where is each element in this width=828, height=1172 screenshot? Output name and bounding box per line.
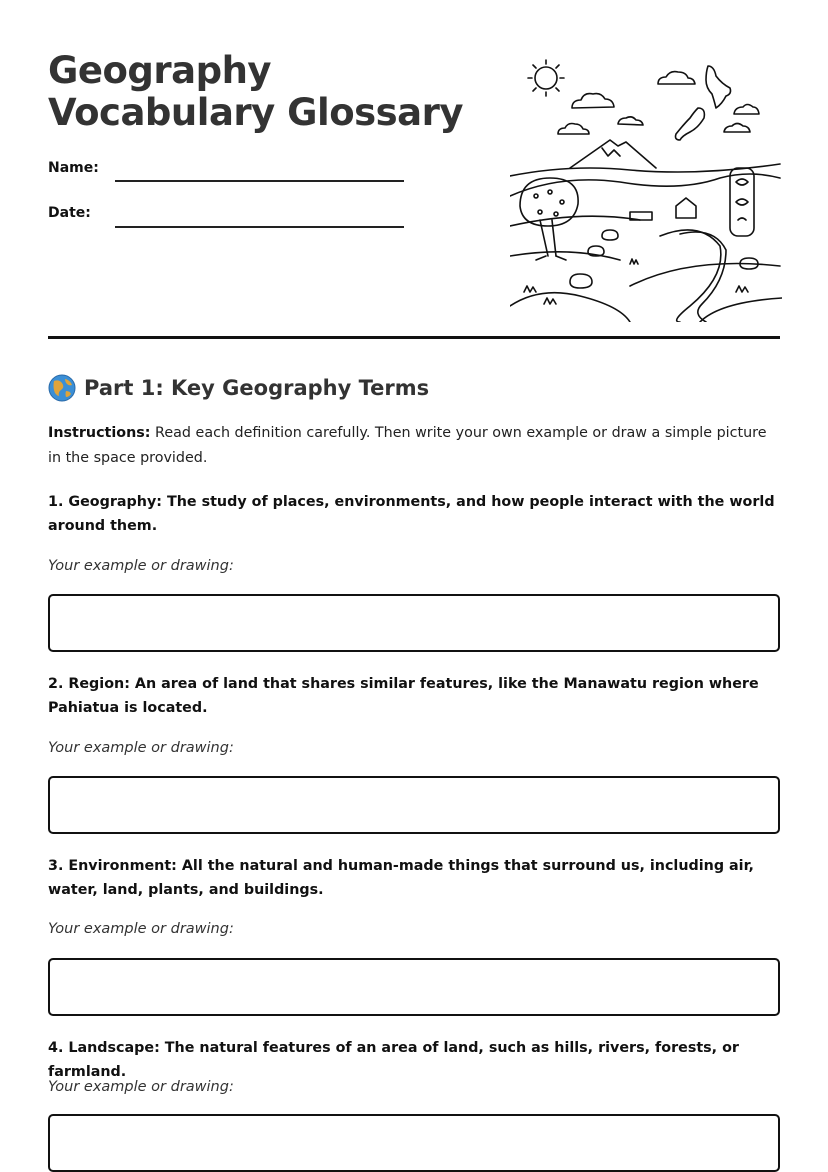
date-label: Date: <box>48 205 91 221</box>
answer-box[interactable] <box>48 958 780 1016</box>
term-item <box>48 854 780 902</box>
answer-box[interactable] <box>48 1114 780 1172</box>
drawing-prompt: Your example or drawing: <box>48 1079 234 1095</box>
landscape-illustration <box>510 56 782 322</box>
part1-heading-text: Part 1: Key Geography Terms <box>84 376 430 400</box>
instructions-body: Read each definition carefully. Then write your own example or draw a simple picture in the space provided. <box>48 425 767 466</box>
drawing-prompt: Your example or drawing: <box>48 921 234 937</box>
instructions-label: Instructions: <box>48 425 151 441</box>
term-item <box>48 672 780 720</box>
drawing-prompt: Your example or drawing: <box>48 740 234 756</box>
date-field[interactable] <box>115 226 404 228</box>
term-item <box>48 490 780 538</box>
term-definition: 1. Geography: The study of places, environments, and how people interact with the world around them. <box>48 494 775 534</box>
term-definition: 3. Environment: All the natural and human-made things that surround us, including air, water, land, plants, and buildings. <box>48 858 754 898</box>
name-field[interactable] <box>115 180 404 182</box>
answer-box[interactable] <box>48 776 780 834</box>
sun-icon <box>528 60 564 96</box>
term-definition: 4. Landscape: The natural features of an area of land, such as hills, rivers, forests, or farmland. <box>48 1040 739 1080</box>
name-label: Name: <box>48 160 99 176</box>
instructions-text <box>48 421 776 471</box>
header-divider <box>48 336 780 339</box>
answer-box[interactable] <box>48 594 780 652</box>
drawing-prompt: Your example or drawing: <box>48 558 234 574</box>
worksheet-header <box>48 0 780 340</box>
term-item <box>48 1036 780 1084</box>
page-title: Geography Vocabulary Glossary <box>48 49 464 134</box>
term-definition: 2. Region: An area of land that shares similar features, like the Manawatu region where Pahiatua is located. <box>48 676 759 716</box>
worksheet-page <box>48 0 780 1095</box>
globe-icon <box>48 374 76 402</box>
part1-heading <box>48 374 429 402</box>
